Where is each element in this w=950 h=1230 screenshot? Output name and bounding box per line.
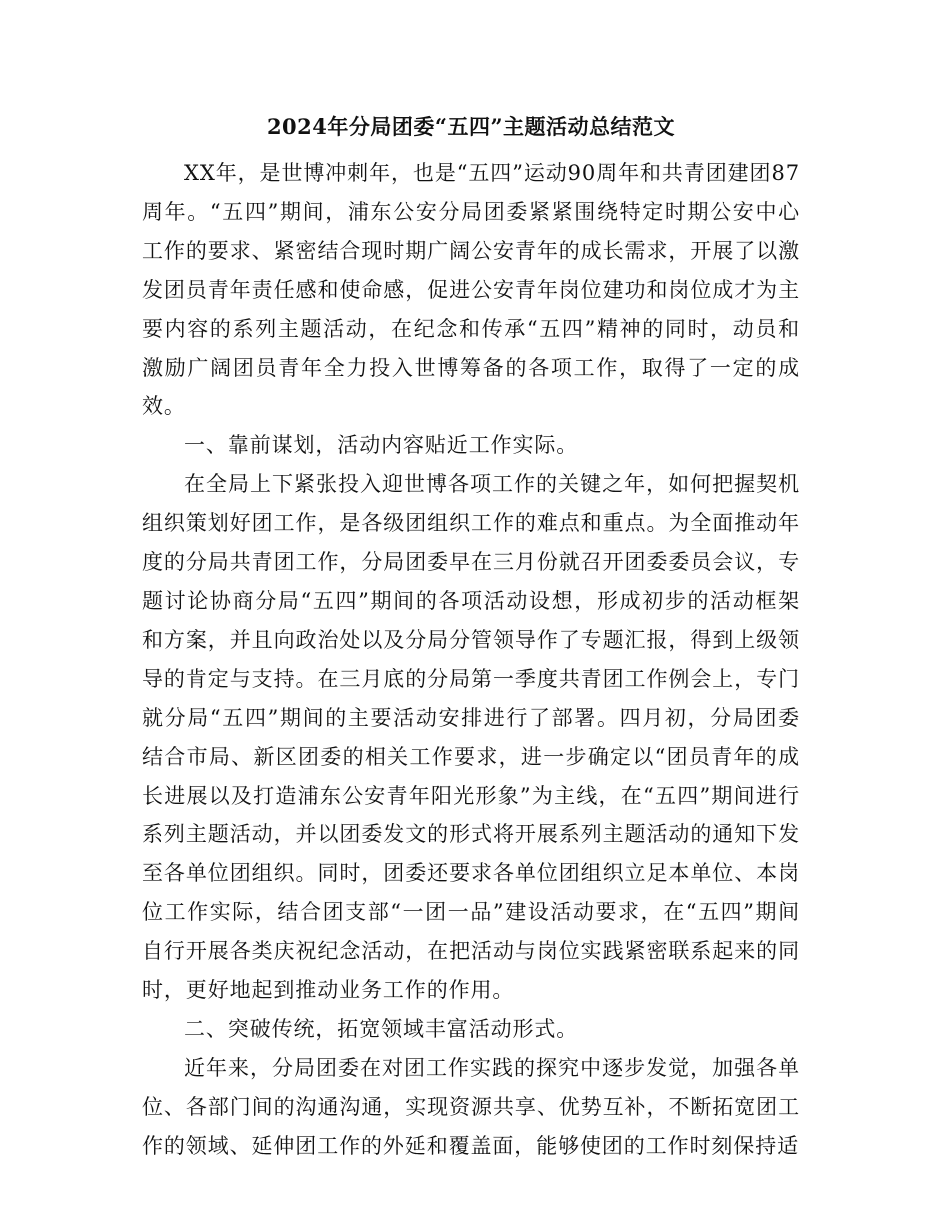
paragraph-intro: XX年，是世博冲刺年，也是“五四”运动90周年和共青团建团87周年。“五四”期间，浦东公安分局团委紧紧围绕特定时期公安中心工作的要求、紧密结合现时期广阔公安青年的成长需求，开展了以激发团员青年责任感和使命感，促进公安青年岗位建功和岗位成才为主要内容的系列主题活动，在纪念和传承“五四”精神的同时，动员和激励广阔团员青年全力投入世博筹备的各项工作，取得了一定的成效。 — [142, 161, 800, 419]
paragraph-section-2: 近年来，分局团委在对团工作实践的探究中逐步发觉，加强各单位、各部门间的沟通沟通，实现资源共享、优势互补，不断拓宽团工作的领域、延伸团工作的外延和覆盖面，能够使团的工作时刻保持适 — [142, 1055, 800, 1158]
section-heading-2: 二、突破传统，拓宽领域丰富活动形式。 — [184, 1016, 579, 1041]
paragraph-section-1: 在全局上下紧张投入迎世博各项工作的关键之年，如何把握契机组织策划好团工作，是各级团组织工作的难点和重点。为全面推动年度的分局共青团工作，分局团委早在三月份就召开团委委员会议，专题讨论协商分局“五四”期间的各项活动设想，形成初步的活动框架和方案，并且向政治处以及分局分管领导作了专题汇报，得到上级领导的肯定与支持。在三月底的分局第一季度共青团工作例会上，专门就分局“五四”期间的主要活动安排进行了部署。四月初，分局团委结合市局、新区团委的相关工作要求，进一步确定以“团员青年的成长进展以及打造浦东公安青年阳光形象”为主线，在“五四”期间进行系列主题活动，并以团委发文的形式将开展系列主题活动的通知下发至各单位团组织。同时，团委还要求各单位团组织立足本单位、本岗位工作实际，结合团支部“一团一品”建设活动要求，在“五四”期间自行开展各类庆祝纪念活动，在把活动与岗位实践紧密联系起来的同时，更好地起到推动业务工作的作用。 — [142, 472, 800, 1003]
document-title: 2024年分局团委“五四”主题活动总结范文 — [266, 114, 676, 139]
section-heading-1: 一、靠前谋划，活动内容贴近工作实际。 — [184, 433, 579, 458]
